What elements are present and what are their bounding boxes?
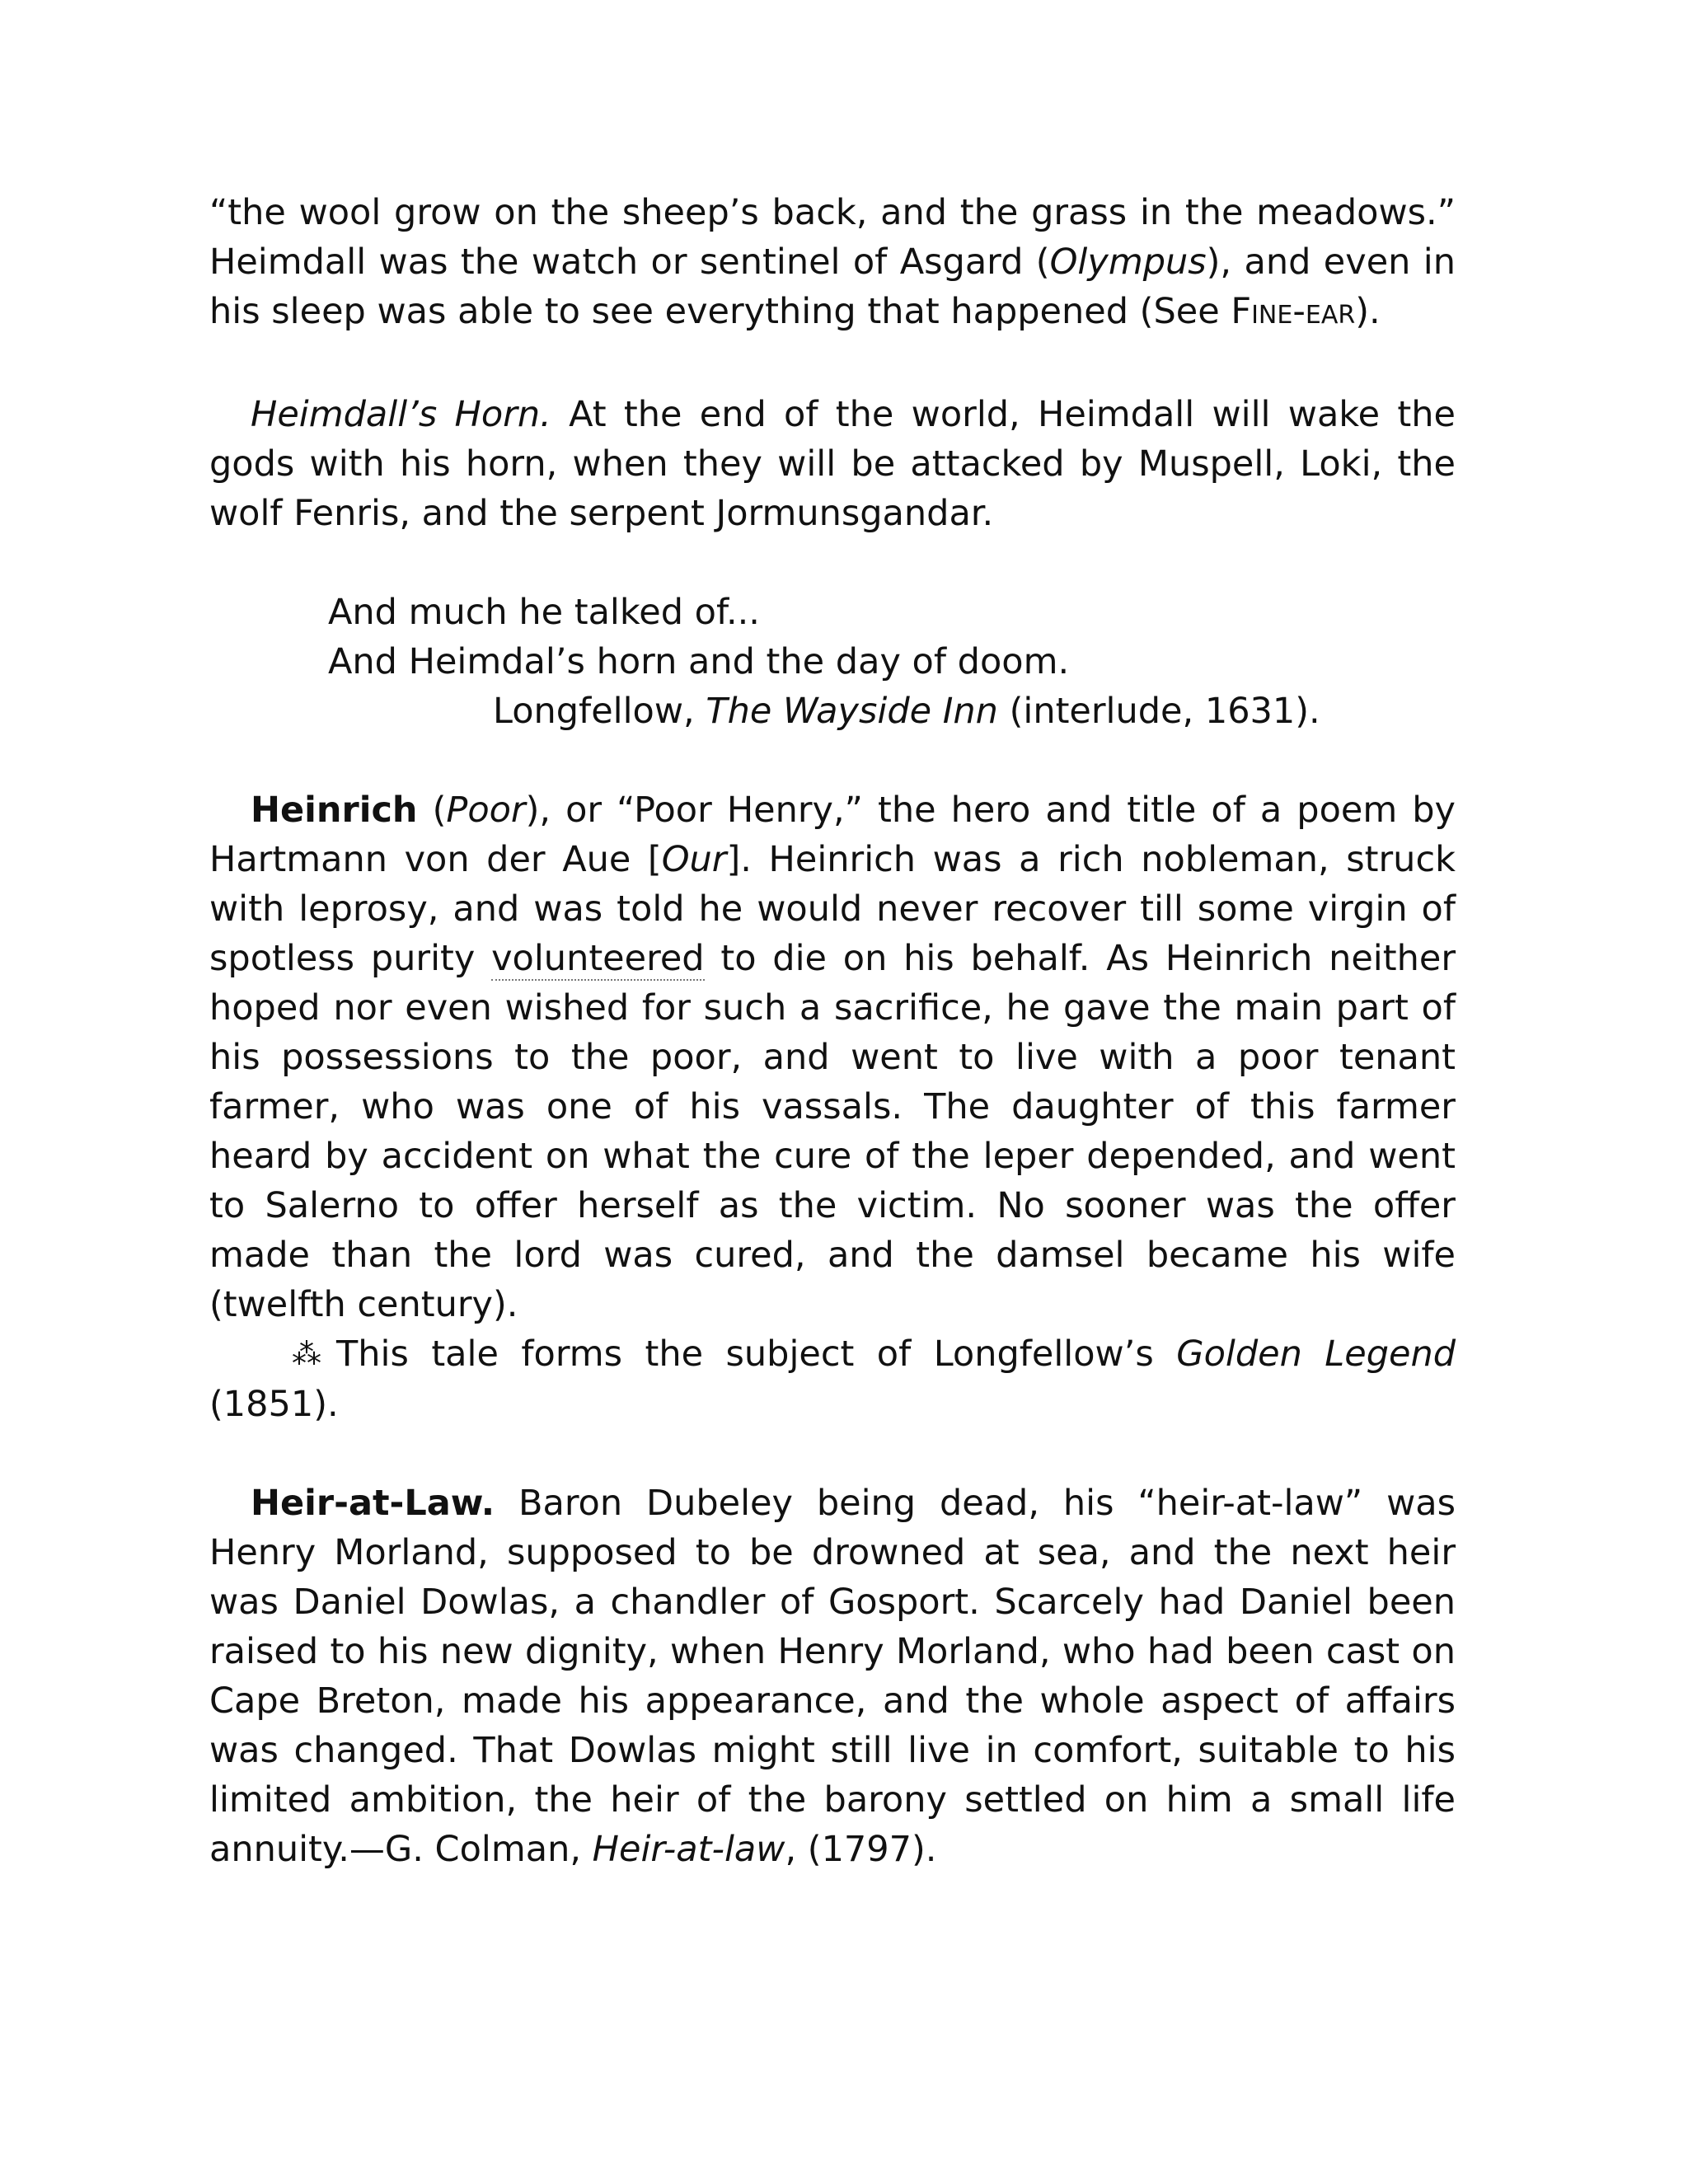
verse-quotation [209, 588, 1456, 736]
headword-heinrich: Heinrich [251, 790, 418, 831]
italic-golden-legend: Golden Legend [1176, 1333, 1456, 1375]
entry-heinrich: Heinrich (Poor), or “Poor Henry,” the hero and title of a poem by Hartmann von der Aue [Our]. Heinrich was a rich nobleman, struck with leprosy, and was told he would never recover till some virgin of spotless purity volunteered to die on his behalf. As Heinrich neither hoped nor even wished for such a sacrifice, he gave the main part of his possessions to the poor, and went to live with a poor tenant farmer, who was one of his vassals. The daughter of this farmer heard by accident on what the cure of the leper depended, and went to Salerno to offer herself as the victim. No sooner was the offer made than the lord was cured, and the damsel became his wife (twelfth century). [209, 790, 1456, 1325]
verse-line-1: And much he talked of... [328, 592, 760, 633]
cross-reference-fine-ear: FINE-EAR [1231, 291, 1356, 332]
paragraph-heimdall-continued [209, 188, 1456, 340]
text: ), and even in his sleep was able to see everything that happened (See [209, 241, 1456, 332]
note-golden-legend: ⁂ This tale forms the subject of Longfellow’s Golden Legend (1851). [209, 1329, 1456, 1429]
headword-heir-at-law: Heir-at-Law. [251, 1483, 495, 1524]
italic-poor: Poor [446, 790, 526, 831]
entry-heir-at-law: Heir-at-Law. Baron Dubeley being dead, his “heir-at-law” was Henry Morland, supposed to be drowned at sea, and the next heir was Daniel Dowlas, a chandler of Gosport. Scarcely had Daniel been raised to his new dignity, when Henry Morland, who had been cast on Cape Breton, made his appearance, and the whole aspect of affairs was changed. That Dowlas might still live in comfort, suitable to his limited ambition, the heir of the barony settled on him a small life annuity.—G. Colman, Heir-at-law, (1797). [209, 1483, 1456, 1870]
document-page [209, 188, 1456, 1874]
text: At the end of the world, Heimdall will wake the gods with his horn, when they will be attacked by Muspell, Loki, the wolf Fenris, and the serpent Jormunsgandar. [209, 394, 1456, 534]
italic-heir-at-law: Heir-at-law [592, 1829, 785, 1870]
italic-our: Our [661, 839, 727, 880]
subentry-heimdalls-horn: Heimdall’s Horn. [251, 394, 551, 435]
text: ). [1355, 291, 1381, 332]
italic-olympus: Olympus [1049, 241, 1207, 283]
text: “the wool grow on the sheep’s back, and the grass in the meadows.” Heimdall was the watch or sentinel of Asgard ( [209, 192, 1456, 283]
annotated-word-volunteered[interactable]: volunteered [491, 938, 705, 979]
asterism-icon: ⁂ [292, 1338, 321, 1371]
verse-attribution: Longfellow, The Wayside Inn (interlude, 1631). [493, 691, 1320, 732]
italic-wayside-inn: The Wayside Inn [706, 691, 998, 732]
paragraph-heimdalls-horn [209, 390, 1456, 538]
verse-line-2: And Heimdal’s horn and the day of doom. [328, 641, 1070, 682]
